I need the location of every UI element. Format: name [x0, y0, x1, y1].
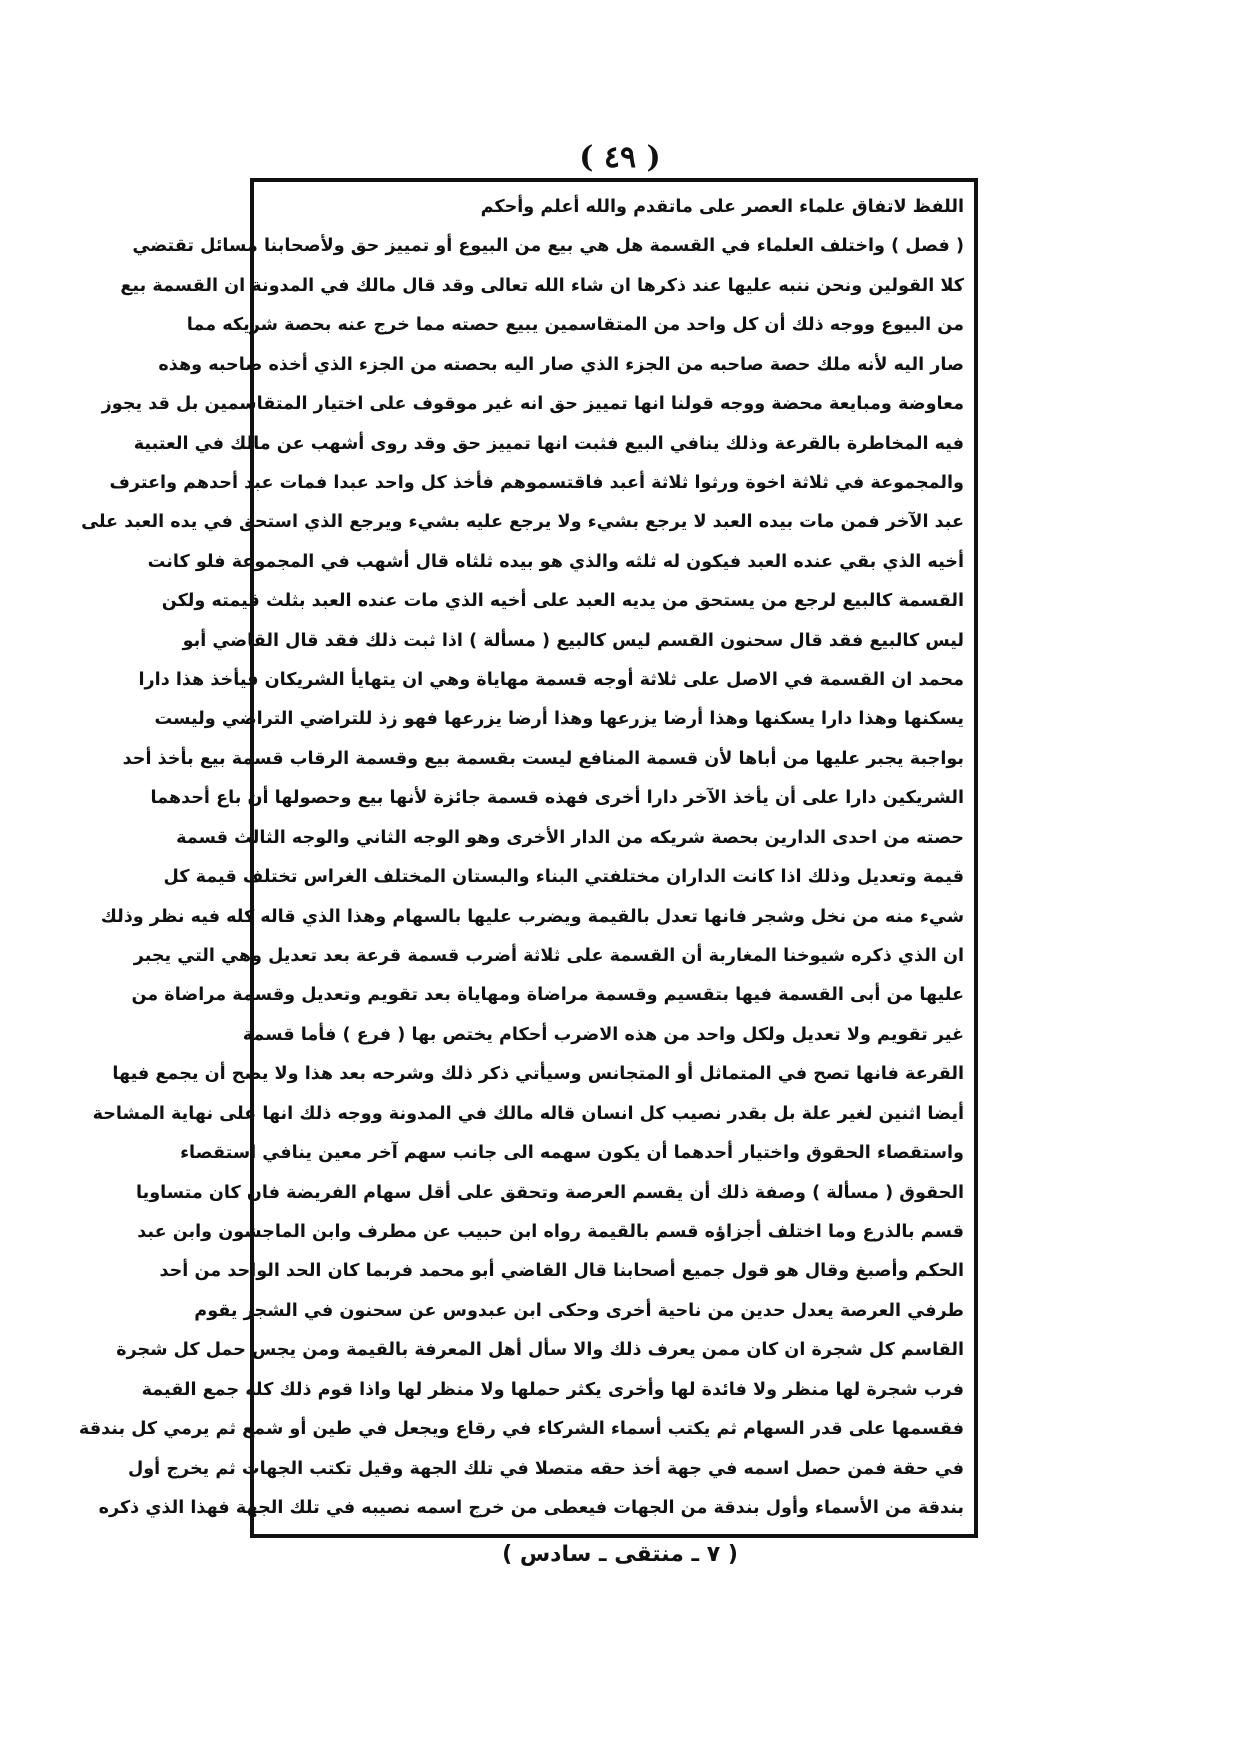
text-line: القرعة فانها تصح في المتماثل أو المتجانس وسيأتي ذكر ذلك وشرحه بعد هذا ولا يصح أن يجمع فيها — [112, 1064, 964, 1085]
text-line: كلا القولين ونحن ننبه عليها عند ذكرها ان شاء الله تعالى وقد قال مالك في المدونة ان القسمة بيع — [120, 275, 964, 296]
text-line: القسمة كالبيع لرجع من يستحق من يديه العبد على أخيه الذي مات عنده العبد بثلث قيمته ولكن — [161, 591, 964, 612]
text-body — [78, 190, 964, 1526]
text-line: بندقة من الأسماء وأول بندقة من الجهات فيعطى من خرج اسمه نصيبه في تلك الجهة فهذا الذي ذكره — [98, 1497, 964, 1518]
text-line: يسكنها وهذا دارا يسكنها وهذا أرضا يزرعها وهذا أرضا يزرعها فهو زذ للتراضي التراضي وليست — [154, 709, 964, 730]
signature-mark: ( ٧ ـ منتقى ـ سادس ) — [502, 1542, 738, 1567]
text-line: ( فصل ) واختلف العلماء في القسمة هل هي بيع من البيوع أو تمييز حق ولأصحابنا مسائل تقتضي — [132, 236, 964, 257]
text-line: فيه المخاطرة بالقرعة وذلك ينافي البيع فثبت انها تمييز حق وقد روى أشهب عن مالك في العتبية — [133, 433, 964, 454]
text-frame — [78, 178, 978, 1538]
text-line: والمجموعة في ثلاثة اخوة ورثوا ثلاثة أعبد فاقتسموهم فأخذ كل واحد عبدا فمات عبد أحدهم واعترف — [109, 472, 964, 493]
text-line: الشريكين دارا على أن يأخذ الآخر دارا أخرى فهذه قسمة جائزة لأنها بيع وحصولها أن باع أحدهما — [150, 788, 964, 809]
text-line: معاوضة ومبايعة محضة ووجه قولنا انها تمييز حق انه غير موقوف على اختيار المتقاسمين بل قد يجوز — [101, 394, 964, 415]
text-line: صار اليه لأنه ملك حصة صاحبه من الجزء الذي صار اليه بحصته من الجزء الذي أخذه صاحبه وهذه — [158, 354, 964, 375]
text-line: محمد ان القسمة في الاصل على ثلاثة أوجه قسمة مهاياة وهي ان يتهايأ الشريكان فيأخذ هذا دارا — [138, 670, 964, 691]
text-line: من البيوع ووجه ذلك أن كل واحد من المتقاسمين يبيع حصته مما خرج عنه بحصة شريكه مما — [186, 315, 964, 336]
text-line: شيء منه من نخل وشجر فانها تعدل بالقيمة ويضرب عليها بالسهام وهذا الذي قاله كله فيه نظر وذلك — [100, 906, 964, 927]
text-line: عبد الآخر فمن مات بيده العبد لا يرجع بشيء ولا يرجع عليه بشيء ويرجع الذي استحق في يده العبد على — [81, 512, 964, 533]
page-number: ( ٤٩ ) — [579, 140, 661, 175]
text-line: في حقة فمن حصل اسمه في جهة أخذ حقه متصلا في تلك الجهة وقيل تكتب الجهات ثم يخرج أول — [127, 1458, 964, 1479]
text-line: أيضا اثنين لغير علة بل بقدر نصيب كل انسان قاله مالك في المدونة ووجه ذلك انها على نهاية المشاحة — [92, 1103, 964, 1124]
text-line: فرب شجرة لها منظر ولا فائدة لها وأخرى يكثر حملها ولا منظر لها واذا قوم ذلك كله جمع القيمة — [141, 1379, 964, 1400]
text-line: القاسم كل شجرة ان كان ممن يعرف ذلك والا سأل أهل المعرفة بالقيمة ومن يجس حمل كل شجرة — [116, 1340, 964, 1361]
text-line: قسم بالذرع وما اختلف أجزاؤه قسم بالقيمة رواه ابن حبيب عن مطرف وابن الماجشون وابن عبد — [137, 1221, 964, 1242]
text-line: عليها من أبى القسمة فيها بتقسيم وقسمة مراضاة ومهاياة بعد تقويم وتعديل وقسمة مراضاة من — [131, 985, 964, 1006]
text-line: الحكم وأصبغ وقال هو قول جميع أصحابنا قال القاضي أبو محمد فربما كان الحد الواحد من أحد — [159, 1261, 964, 1282]
text-line: الحقوق ( مسألة ) وصفة ذلك أن يقسم العرصة وتحقق على أقل سهام الفريضة فان كان متساويا — [136, 1182, 964, 1203]
text-line: حصته من احدى الدارين بحصة شريكه من الدار الأخرى وهو الوجه الثاني والوجه الثالث قسمة — [176, 827, 964, 848]
text-line: ان الذي ذكره شيوخنا المغاربة أن القسمة على ثلاثة أضرب قسمة قرعة بعد تعديل وهي التي يجبر — [133, 946, 964, 967]
text-line: اللفظ لاتفاق علماء العصر على ماتقدم والله أعلم وأحكم — [480, 197, 964, 217]
text-line: غير تقويم ولا تعديل ولكل واحد من هذه الاضرب أحكام يختص بها ( فرع ) فأما قسمة — [242, 1024, 964, 1045]
text-line: طرفي العرصة يعدل حدين من ناحية أخرى وحكى ابن عبدوس عن سحنون في الشجر يقوم — [194, 1300, 964, 1321]
text-line: واستقصاء الحقوق واختيار أحدهما أن يكون سهمه الى جانب سهم آخر معين ينافي استقصاء — [180, 1143, 964, 1164]
text-line: ليس كالبيع فقد قال سحنون القسم ليس كالبيع ( مسألة ) اذا ثبت ذلك فقد قال القاضي أبو — [182, 630, 964, 651]
text-line: أخيه الذي بقي عنده العبد فيكون له ثلثه والذي هو بيده ثلثاه قال أشهب في المجموعة فلو كانت — [147, 551, 964, 572]
text-line: فقسمها على قدر السهام ثم يكتب أسماء الشركاء في رقاع ويجعل في طين أو شمع ثم يرمي كل بندقة — [78, 1419, 964, 1440]
text-line: قيمة وتعديل وذلك اذا كانت الداران مختلفتي البناء والبستان المختلف الغراس تختلف قيمة كل — [163, 867, 964, 888]
text-line: بواجبة يجبر عليها من أباها لأن قسمة المنافع ليست بقسمة بيع وقسمة الرقاب قسمة بيع بأخذ أحد — [122, 748, 964, 769]
